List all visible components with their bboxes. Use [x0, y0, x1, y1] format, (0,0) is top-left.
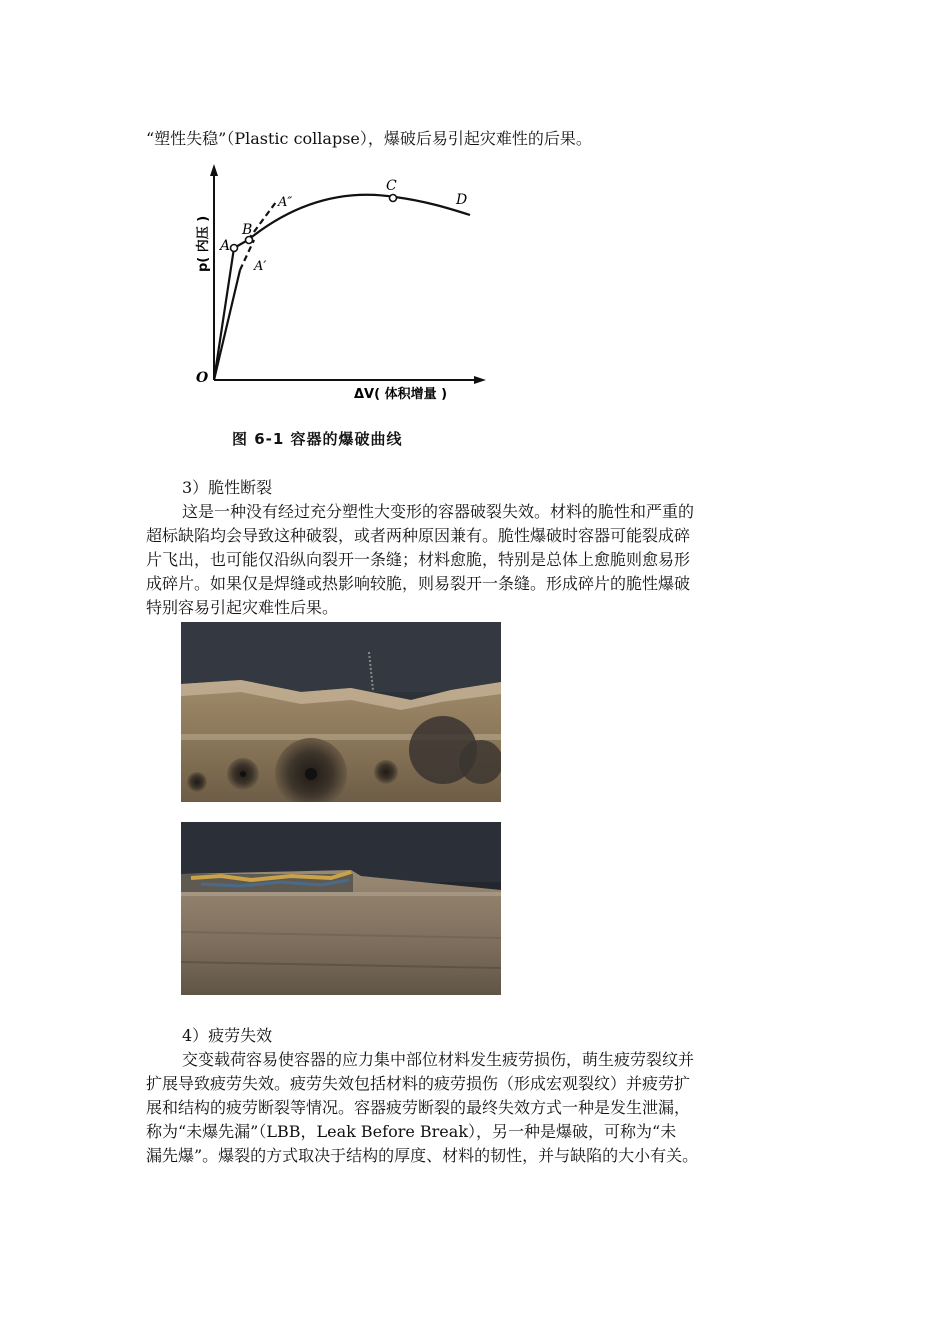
section-4-heading: 4）疲劳失效 — [182, 1026, 273, 1045]
point-a2-label: A″ — [278, 195, 293, 210]
point-d-label: D — [456, 192, 468, 208]
section-3-heading: 3）脆性断裂 — [182, 478, 273, 497]
figure-caption: 图 6-1 容器的爆破曲线 — [232, 430, 403, 448]
section-3-line: 超标缺陷均会导致这种破裂，或者两种原因兼有。脆性爆破时容器可能裂成碎 — [146, 526, 691, 545]
section-3-line: 特别容易引起灾难性后果。 — [146, 598, 339, 617]
x-axis-arrow-icon — [474, 376, 486, 384]
section-3-line: 成碎片。如果仅是焊缝或热影响较脆，则易裂开一条缝。形成碎片的脆性爆破 — [146, 574, 691, 593]
elastic-line — [214, 248, 234, 380]
section-3-line: 片飞出，也可能仅沿纵向裂开一条缝；材料愈脆，特别是总体上愈脆则愈易形 — [146, 550, 691, 569]
burst-curve-figure — [190, 160, 490, 460]
section-4-line: 称为“未爆先漏”（LBB，Leak Before Break），另一种是爆破，可称为“未 — [146, 1122, 677, 1141]
point-a-label: A — [220, 238, 231, 254]
fracture-photo-2 — [181, 822, 501, 995]
point-a1-label: A′ — [254, 259, 267, 274]
y-axis-label: p( 内压 ) — [196, 215, 211, 272]
x-axis-label: ΔV( 体积增量 ) — [354, 387, 448, 402]
section-4-line: 漏先爆”。爆裂的方式取决于结构的厚度、材料的韧性，并与缺陷的大小有关。 — [146, 1146, 699, 1165]
point-c-marker — [390, 195, 397, 202]
alt-elastic-line — [214, 270, 240, 380]
burst-curve-svg — [190, 160, 490, 460]
y-axis-arrow-icon — [210, 164, 218, 176]
section-4-line: 扩展导致疲劳失效。疲劳失效包括材料的疲劳损伤（形成宏观裂纹）并疲劳扩 — [146, 1074, 691, 1093]
point-c-label: C — [386, 178, 397, 194]
section-3-line: 这是一种没有经过充分塑性大变形的容器破裂失效。材料的脆性和严重的 — [182, 502, 695, 521]
burst-curve — [234, 195, 470, 248]
section-4-line: 交变载荷容易使容器的应力集中部位材料发生疲劳损伤，萌生疲劳裂纹并 — [182, 1050, 695, 1069]
origin-label: O — [196, 370, 209, 386]
section-4-line: 展和结构的疲劳断裂等情况。容器疲劳断裂的最终失效方式一种是发生泄漏， — [146, 1098, 691, 1117]
intro-line: “塑性失稳”（Plastic collapse），爆破后易引起灾难性的后果。 — [146, 129, 592, 148]
point-b-label: B — [242, 222, 253, 238]
point-a-marker — [231, 245, 238, 252]
fracture-photo-1 — [181, 622, 501, 802]
